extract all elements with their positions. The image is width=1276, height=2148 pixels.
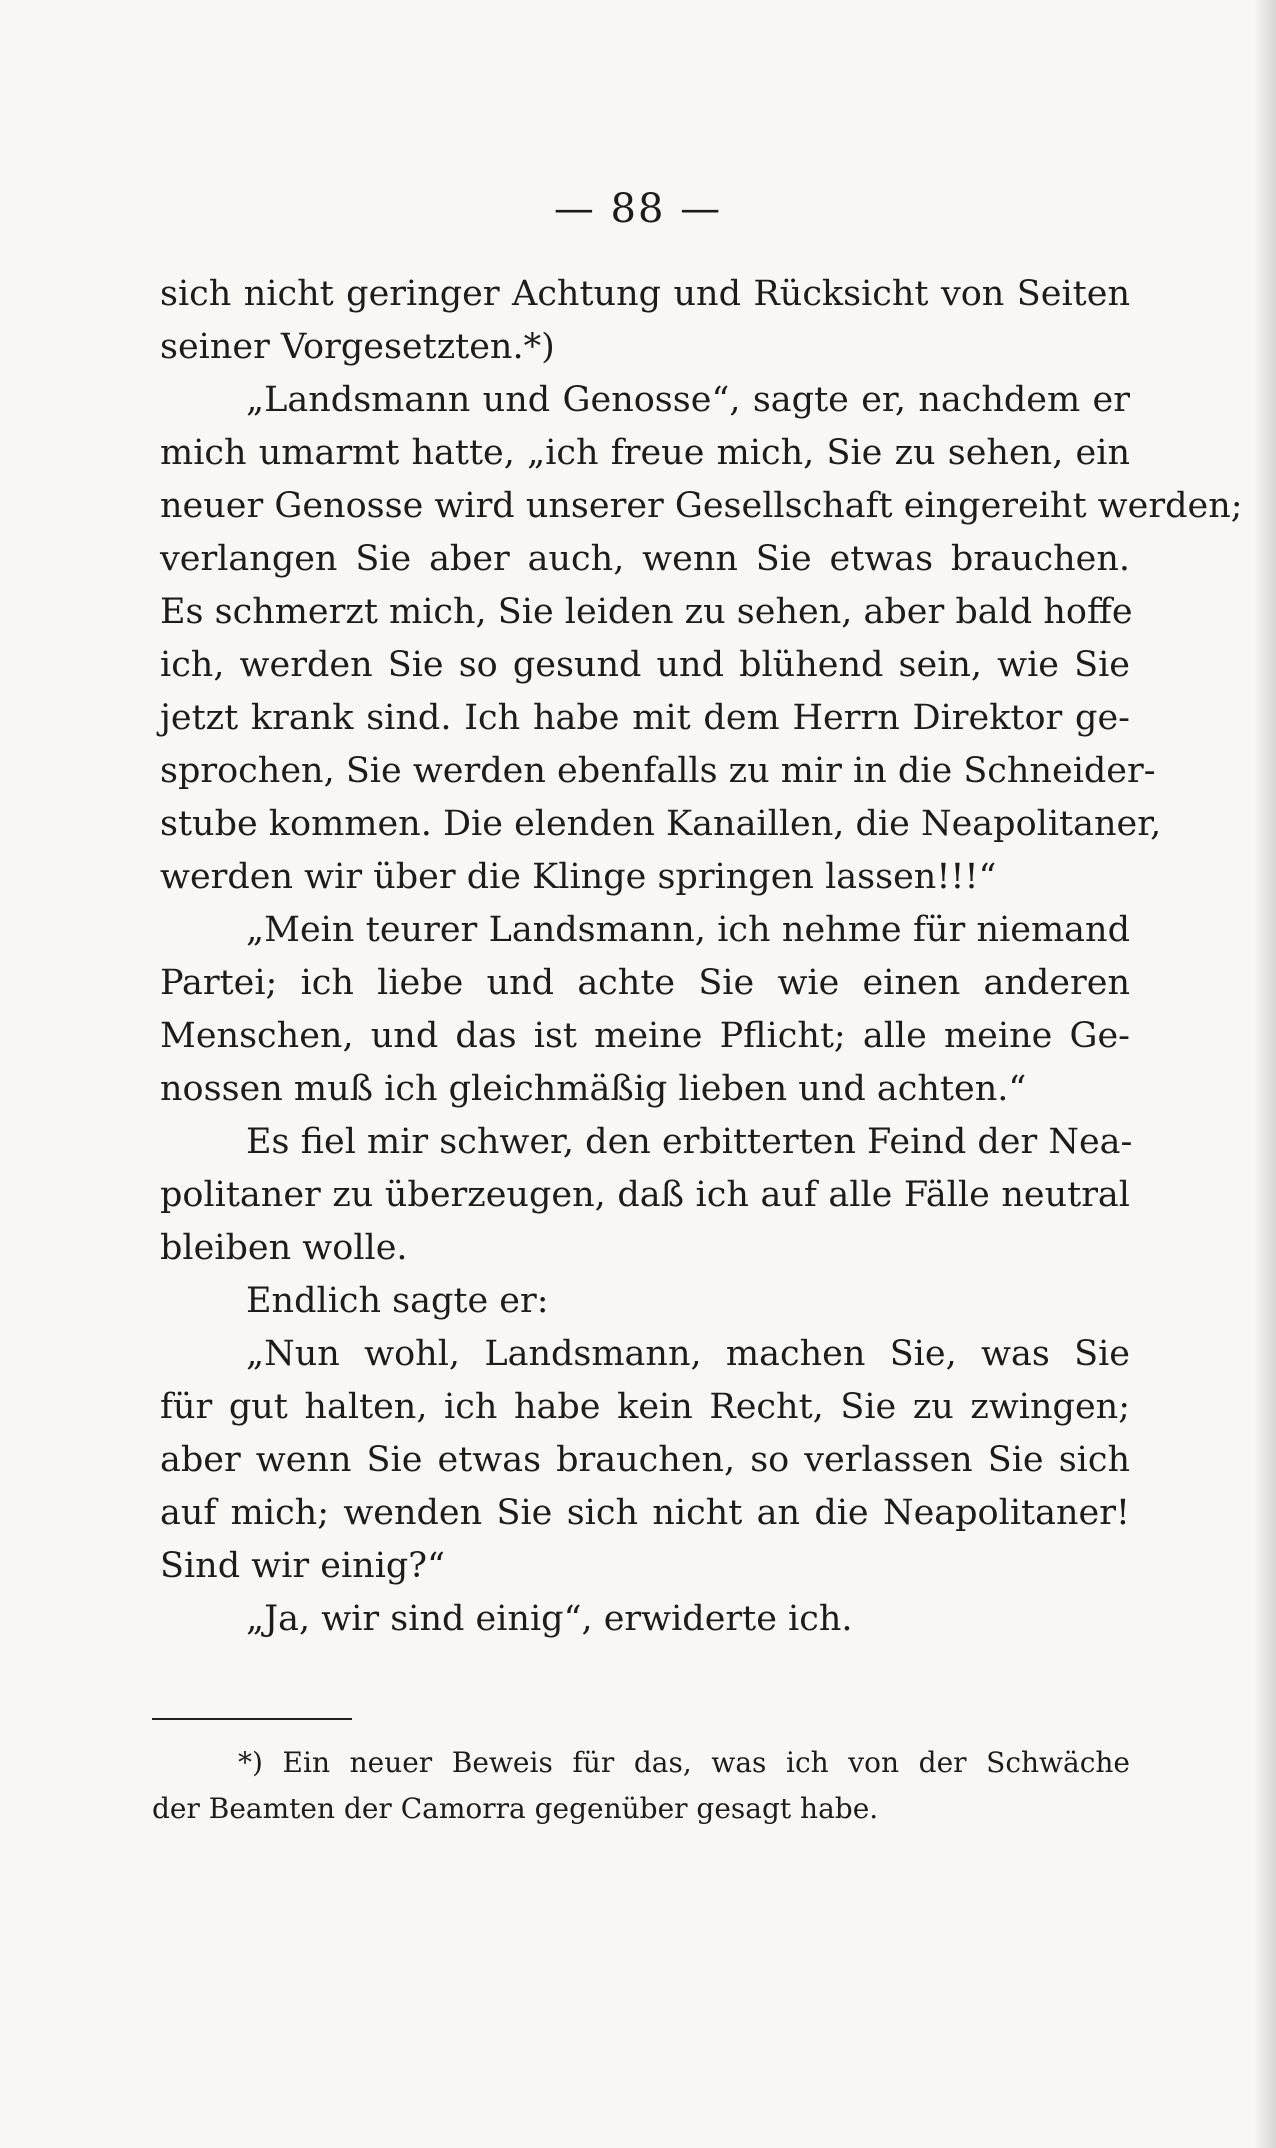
footnote <box>152 1740 1130 1832</box>
footnote-line: *) Ein neuer Beweis für das, was ich von der Schwäche <box>238 1746 1130 1779</box>
footnote-divider <box>152 1718 352 1720</box>
text-line: Menschen, und das ist meine Pflicht; alle meine Ge- <box>160 1016 1130 1056</box>
body-text <box>160 268 1243 1646</box>
text-line: Es schmerzt mich, Sie leiden zu sehen, aber bald hoffe <box>160 592 1133 632</box>
text-line: mich umarmt hatte, „ich freue mich, Sie zu sehen, ein <box>160 433 1130 473</box>
text-line: ich, werden Sie so gesund und blühend sein, wie Sie <box>160 645 1130 685</box>
text-line: auf mich; wenden Sie sich nicht an die Neapolitaner! <box>160 1493 1130 1533</box>
text-line: für gut halten, ich habe kein Recht, Sie zu zwingen; <box>160 1387 1130 1427</box>
page-number: — 88 — <box>553 186 723 232</box>
text-line: sprochen, Sie werden ebenfalls zu mir in die Schneider- <box>160 751 1156 791</box>
text-line: bleiben wolle. <box>160 1228 408 1268</box>
text-line: Endlich sagte er: <box>246 1281 549 1321</box>
text-line: Es fiel mir schwer, den erbitterten Feind der Nea- <box>246 1122 1133 1162</box>
text-line: „Nun wohl, Landsmann, machen Sie, was Sie <box>246 1334 1130 1374</box>
text-line: „Ja, wir sind einig“, erwiderte ich. <box>246 1599 853 1639</box>
text-line: verlangen Sie aber auch, wenn Sie etwas brauchen. <box>160 539 1130 579</box>
text-line: neuer Genosse wird unserer Gesellschaft eingereiht werden; <box>160 486 1243 526</box>
text-line: nossen muß ich gleichmäßig lieben und achten.“ <box>160 1069 1027 1109</box>
text-line: stube kommen. Die elenden Kanaillen, die Neapolitaner, <box>160 804 1162 844</box>
text-line: seiner Vorgesetzten.*) <box>160 327 555 367</box>
text-line: werden wir über die Klinge springen lassen!!!“ <box>160 857 997 897</box>
text-line: sich nicht geringer Achtung und Rücksicht von Seiten <box>160 274 1130 314</box>
text-line: aber wenn Sie etwas brauchen, so verlassen Sie sich <box>160 1440 1130 1480</box>
text-line: politaner zu überzeugen, daß ich auf alle Fälle neutral <box>160 1175 1130 1215</box>
text-line: jetzt krank sind. Ich habe mit dem Herrn Direktor ge- <box>160 698 1130 738</box>
footnote-line: der Beamten der Camorra gegenüber gesagt habe. <box>152 1792 879 1825</box>
text-line: Partei; ich liebe und achte Sie wie einen anderen <box>160 963 1130 1003</box>
page-edge-shadow <box>1254 0 1276 2148</box>
text-line: „Mein teurer Landsmann, ich nehme für niemand <box>246 910 1130 950</box>
text-line: „Landsmann und Genosse“, sagte er, nachdem er <box>246 380 1130 420</box>
text-line: Sind wir einig?“ <box>160 1546 445 1586</box>
